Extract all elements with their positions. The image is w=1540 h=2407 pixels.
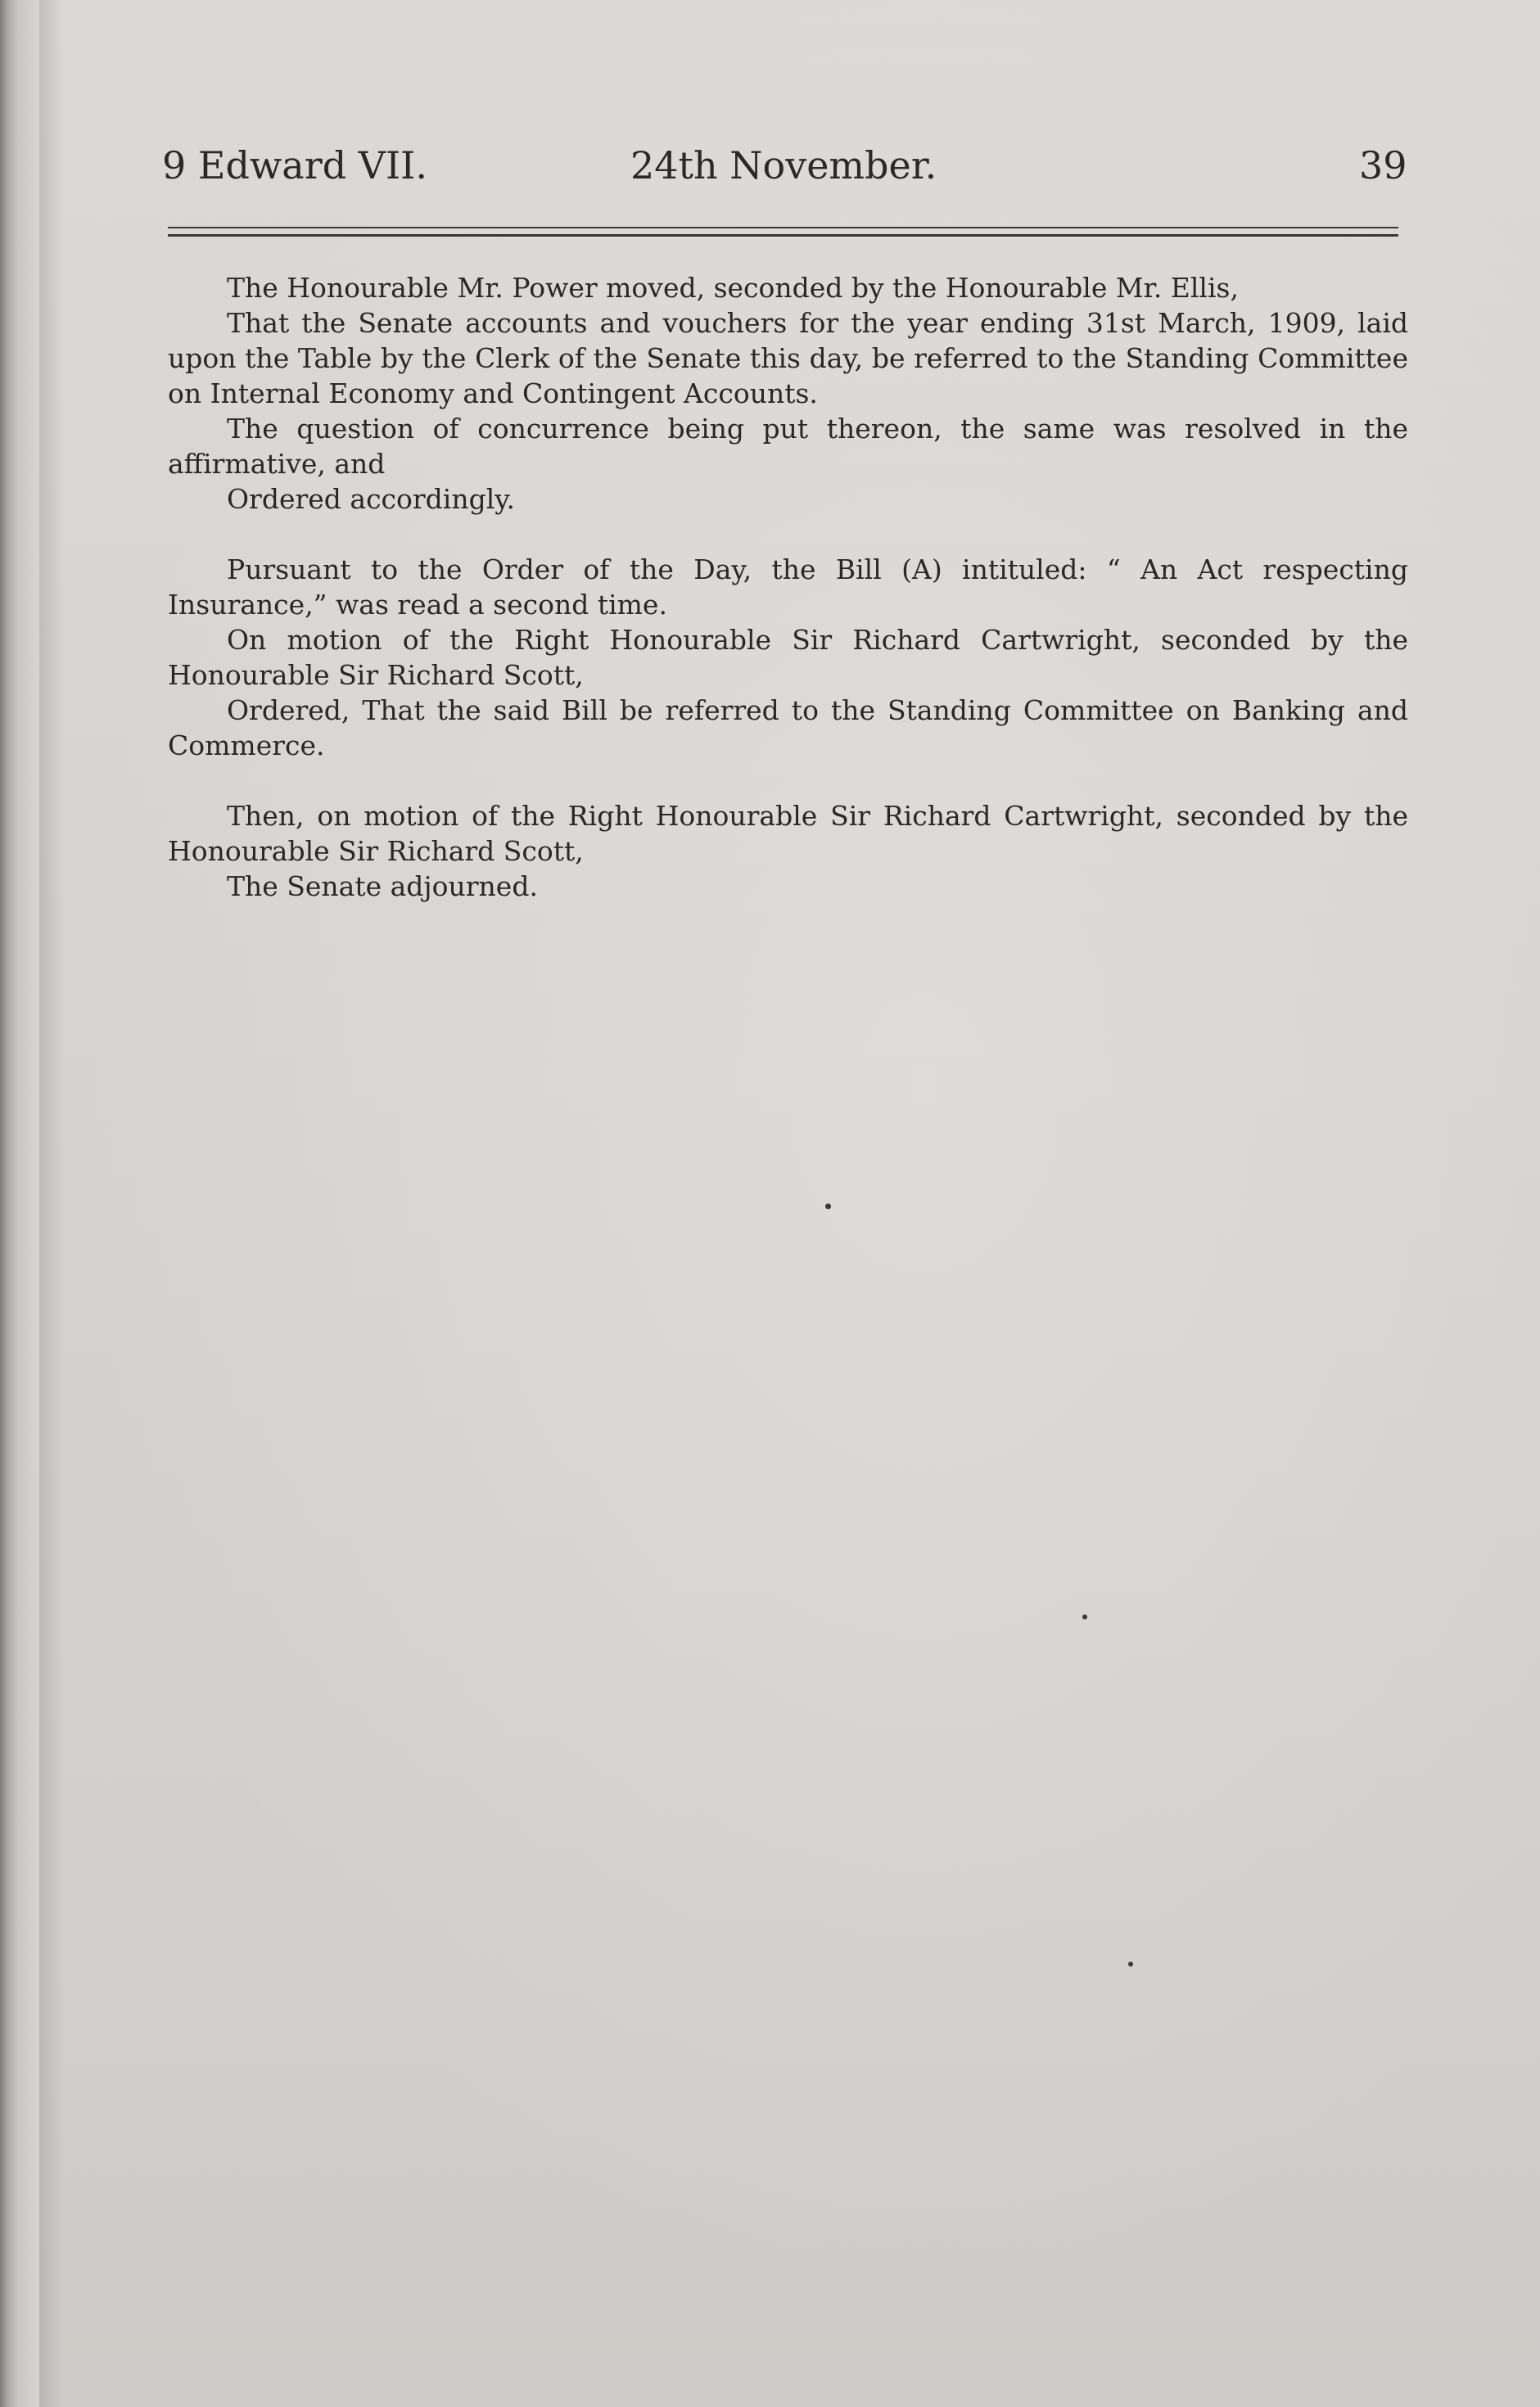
- motion-line: The Honourable Mr. Power moved, seconded by the Honourable Mr. Ellis,: [227, 272, 1239, 304]
- paper-speck: [1128, 1962, 1133, 1967]
- paper-speck: [1082, 1614, 1087, 1619]
- ordered-text: Ordered, That the said Bill be referred to the Standing Committee on Banking and Commerce.: [168, 694, 1408, 761]
- paragraph-bill-reading: [168, 552, 1408, 763]
- paragraph-adjournment: [168, 798, 1408, 904]
- paragraph-gap: [168, 763, 1408, 798]
- binding-shadow: [39, 0, 64, 2407]
- adjourned-text: The Senate adjourned.: [227, 870, 538, 902]
- paragraph-accounts-motion: [168, 270, 1408, 517]
- paragraph-gap: [168, 517, 1408, 552]
- page-number: 39: [1359, 143, 1407, 187]
- motion-line: Then, on motion of the Right Honourable Sir Richard Cartwright, seconded by the Honourable Sir Richard Scott,: [168, 800, 1408, 867]
- header-rule-thick: [168, 234, 1398, 237]
- journal-body: [168, 270, 1408, 904]
- header-rule-thin: [168, 227, 1398, 228]
- running-header: [0, 143, 1540, 192]
- question-text: The question of concurrence being put thereon, the same was resolved in the affirmative, and: [168, 413, 1408, 480]
- book-binding: [0, 0, 39, 2407]
- paper-speck: [825, 1204, 831, 1209]
- header-regnal-year: 9 Edward VII.: [162, 143, 427, 187]
- ordered-text: Ordered accordingly.: [227, 483, 516, 515]
- order-of-day-text: Pursuant to the Order of the Day, the Bill (A) intituled: “ An Act respecting Insurance,” was read a second time.: [168, 553, 1408, 621]
- motion-line: On motion of the Right Honourable Sir Richard Cartwright, seconded by the Honourable Sir Richard Scott,: [168, 624, 1408, 691]
- motion-text: That the Senate accounts and vouchers for the year ending 31st March, 1909, laid upon the Table by the Clerk of the Senate this day, be referred to the Standing Committee on Internal Economy and Contingent Accounts.: [168, 307, 1408, 409]
- header-date: 24th November.: [630, 143, 937, 187]
